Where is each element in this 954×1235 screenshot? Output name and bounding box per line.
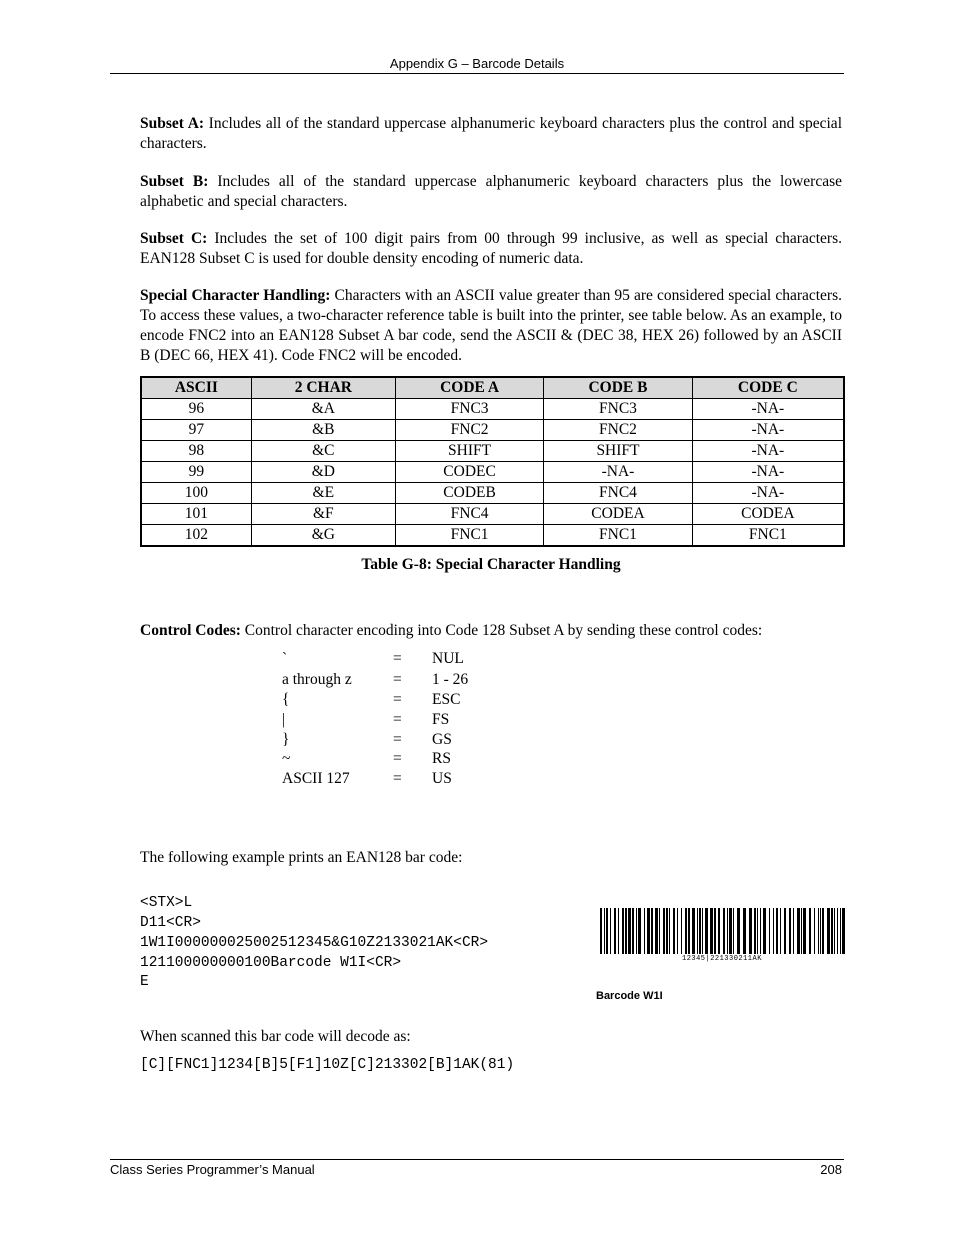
column-header-2char: 2 CHAR xyxy=(251,377,395,399)
barcode-bar xyxy=(688,908,690,954)
barcode-bar xyxy=(822,908,824,954)
decoded-output: [C][FNC1]1234[B]5[F1]10Z[C]213302[B]1AK(81) xyxy=(140,1057,515,1073)
control-codes-paragraph xyxy=(140,621,860,641)
table-row xyxy=(141,525,844,547)
table-caption: Table G-8: Special Character Handling xyxy=(361,556,621,573)
table-cell: CODEA xyxy=(692,504,844,525)
barcode-bar xyxy=(705,908,708,954)
table-cell: FNC1 xyxy=(692,525,844,547)
control-code-key: ASCII 127 xyxy=(282,770,350,787)
table-cell: &E xyxy=(251,483,395,504)
table-cell: 101 xyxy=(141,504,251,525)
subset-b-text: Includes all of the standard uppercase alphanumeric keyboard characters plus the lowercase alphabetic and special characters. xyxy=(140,173,843,210)
table-row xyxy=(141,441,844,462)
barcode-bar xyxy=(651,908,653,954)
footer-rule xyxy=(110,1159,844,1160)
barcode-bar xyxy=(647,908,650,954)
barcode-bar xyxy=(743,908,746,954)
table-cell: 100 xyxy=(141,483,251,504)
barcode-bar xyxy=(628,908,631,954)
barcode-bar xyxy=(789,908,791,954)
barcode-bar xyxy=(681,908,682,954)
table-cell: FNC2 xyxy=(544,420,692,441)
equals-sign: = xyxy=(393,731,402,748)
table-cell: &B xyxy=(251,420,395,441)
barcode-bar xyxy=(692,908,695,954)
barcode-bar xyxy=(663,908,665,954)
barcode-bar xyxy=(834,908,835,954)
column-header-code-a: CODE A xyxy=(395,377,543,399)
barcode-bar xyxy=(697,908,698,954)
subset-c-paragraph xyxy=(140,229,842,269)
barcode-bar xyxy=(699,908,701,954)
table-cell: 99 xyxy=(141,462,251,483)
table-cell: -NA- xyxy=(692,399,844,420)
barcode-bar xyxy=(710,908,713,954)
barcode-bar xyxy=(614,908,616,954)
control-codes-text: Control character encoding into Code 128 Subset A by sending these control codes: xyxy=(240,622,763,639)
control-code-key: | xyxy=(282,711,286,728)
barcode-caption: Barcode W1I xyxy=(596,990,663,1002)
subset-a-label: Subset A: xyxy=(140,115,205,132)
equals-sign: = xyxy=(393,671,402,688)
equals-sign: = xyxy=(393,711,402,728)
subset-a-text: Includes all of the standard uppercase alphanumeric keyboard characters plus the control and special characters. xyxy=(140,115,842,152)
barcode-bar xyxy=(618,908,619,954)
special-handling-label: Special Character Handling: xyxy=(140,287,331,304)
barcode-bar xyxy=(803,908,806,954)
table-cell: FNC2 xyxy=(395,420,543,441)
control-code-value: NUL xyxy=(432,650,464,667)
table-cell: 102 xyxy=(141,525,251,547)
table-cell: &C xyxy=(251,441,395,462)
code-line: 1W1I000000025002512345&G10Z2133021AK<CR> xyxy=(140,935,489,951)
barcode-bar xyxy=(638,908,641,954)
barcode-bar xyxy=(814,908,815,954)
column-header-code-c: CODE C xyxy=(692,377,844,399)
column-header-ascii: ASCII xyxy=(141,377,251,399)
control-code-value: ESC xyxy=(432,691,461,708)
table-row xyxy=(141,399,844,420)
barcode-image xyxy=(600,908,846,958)
barcode-bar xyxy=(644,908,645,954)
barcode-bar xyxy=(842,908,845,954)
table-cell: &D xyxy=(251,462,395,483)
barcode-bar xyxy=(669,908,670,954)
code-line: <STX>L xyxy=(140,895,193,911)
equals-sign: = xyxy=(393,770,402,787)
page-number: 208 xyxy=(820,1162,842,1177)
barcode-bar xyxy=(773,908,774,954)
barcode-bar xyxy=(622,908,624,954)
barcode-bar xyxy=(737,908,740,954)
table-cell: CODEC xyxy=(395,462,543,483)
table-cell: FNC1 xyxy=(544,525,692,547)
table-cell: 97 xyxy=(141,420,251,441)
equals-sign: = xyxy=(393,691,402,708)
barcode-bar xyxy=(625,908,627,954)
subset-b-paragraph xyxy=(140,172,842,212)
barcode-bar xyxy=(632,908,634,954)
table-cell: -NA- xyxy=(692,420,844,441)
table-cell: CODEA xyxy=(544,504,692,525)
barcode-bar xyxy=(727,908,728,954)
barcode-bar xyxy=(769,908,770,954)
barcode-bar xyxy=(801,908,802,954)
table-cell: &A xyxy=(251,399,395,420)
control-code-key: ` xyxy=(282,650,288,667)
control-code-key: a through z xyxy=(282,671,352,688)
barcode-bar xyxy=(797,908,800,954)
barcode-bar xyxy=(831,908,833,954)
barcode-bar xyxy=(723,908,725,954)
table-header-row xyxy=(141,377,844,399)
control-code-value: FS xyxy=(432,711,450,728)
control-code-value: 1 - 26 xyxy=(432,671,469,688)
subset-a-paragraph xyxy=(140,114,842,154)
special-handling-text: Characters with an ASCII value greater than 95 are considered special characters. To access these values, a two-character reference table is built into the printer, see table below. As an example, to encode FNC2 into an EAN128 Subset A bar code, send the ASCII & (DEC 38, HEX 26) followed by an ASCII B (DEC 66, HEX 41). Code FNC2 will be encoded. xyxy=(140,287,842,364)
special-character-table xyxy=(140,376,845,547)
barcode-bar xyxy=(760,908,761,954)
barcode-bar xyxy=(685,908,687,954)
barcode-human-readable: 12345|221330211AK xyxy=(682,955,762,963)
barcode-bar xyxy=(749,908,752,954)
barcode-bar xyxy=(757,908,758,954)
barcode-bar xyxy=(673,908,675,954)
barcode-bar xyxy=(780,908,781,954)
header-rule xyxy=(110,73,844,74)
barcode-bar xyxy=(714,908,716,954)
control-code-key: } xyxy=(282,731,290,748)
table-cell: -NA- xyxy=(692,462,844,483)
table-cell: -NA- xyxy=(692,441,844,462)
control-codes-label: Control Codes: xyxy=(140,622,241,639)
table-cell: FNC3 xyxy=(544,399,692,420)
barcode-bar xyxy=(776,908,778,954)
equals-sign: = xyxy=(393,750,402,767)
example-intro: The following example prints an EAN128 bar code: xyxy=(140,849,463,866)
barcode-bar xyxy=(659,908,660,954)
code-line: D11<CR> xyxy=(140,915,201,931)
control-code-value: GS xyxy=(432,731,452,748)
table-cell: 98 xyxy=(141,441,251,462)
column-header-code-b: CODE B xyxy=(544,377,692,399)
table-cell: 96 xyxy=(141,399,251,420)
table-cell: SHIFT xyxy=(544,441,692,462)
barcode-bar xyxy=(754,908,756,954)
barcode-bar xyxy=(666,908,668,954)
footer-manual-title: Class Series Programmer’s Manual xyxy=(110,1162,315,1177)
barcode-bar xyxy=(733,908,734,954)
table-cell: -NA- xyxy=(544,462,692,483)
barcode-bar xyxy=(818,908,819,954)
barcode-bar xyxy=(655,908,658,954)
table-row xyxy=(141,462,844,483)
barcode-bar xyxy=(809,908,811,954)
table-row xyxy=(141,504,844,525)
barcode-bar xyxy=(606,908,608,954)
barcode-bar xyxy=(820,908,821,954)
subset-c-text: Includes the set of 100 digit pairs from 00 through 99 inclusive, as well as special characters. EAN128 Subset C is used for double density encoding of numeric data. xyxy=(140,230,842,267)
barcode-bar xyxy=(610,908,611,954)
barcode-bar xyxy=(837,908,838,954)
table-cell: FNC4 xyxy=(395,504,543,525)
barcode-bar xyxy=(827,908,830,954)
subset-c-label: Subset C: xyxy=(140,230,208,247)
code-line: 121100000000100Barcode W1I<CR> xyxy=(140,955,402,971)
table-cell: SHIFT xyxy=(395,441,543,462)
control-code-key: ~ xyxy=(282,750,291,767)
barcode-bar xyxy=(600,908,602,954)
table-cell: &F xyxy=(251,504,395,525)
table-cell: CODEB xyxy=(395,483,543,504)
scan-intro: When scanned this bar code will decode as: xyxy=(140,1028,411,1045)
barcode-bar xyxy=(840,908,841,954)
code-line: E xyxy=(140,974,149,990)
subset-b-label: Subset B: xyxy=(140,173,209,190)
control-code-value: US xyxy=(432,770,452,787)
table-cell: FNC4 xyxy=(544,483,692,504)
control-code-value: RS xyxy=(432,750,451,767)
table-row xyxy=(141,420,844,441)
running-header: Appendix G – Barcode Details xyxy=(389,56,565,71)
control-code-key: { xyxy=(282,691,290,708)
barcode-bar xyxy=(793,908,794,954)
barcode-bar xyxy=(763,908,766,954)
barcode-bar xyxy=(729,908,732,954)
table-cell: &G xyxy=(251,525,395,547)
table-cell: FNC3 xyxy=(395,399,543,420)
barcode-bar xyxy=(718,908,720,954)
barcode-bar xyxy=(604,908,605,954)
table-row xyxy=(141,483,844,504)
equals-sign: = xyxy=(393,650,402,667)
barcode-bar xyxy=(702,908,703,954)
barcode-bar xyxy=(677,908,678,954)
barcode-bar xyxy=(784,908,786,954)
special-handling-paragraph xyxy=(140,286,842,366)
table-cell: -NA- xyxy=(692,483,844,504)
table-cell: FNC1 xyxy=(395,525,543,547)
barcode-bar xyxy=(636,908,637,954)
